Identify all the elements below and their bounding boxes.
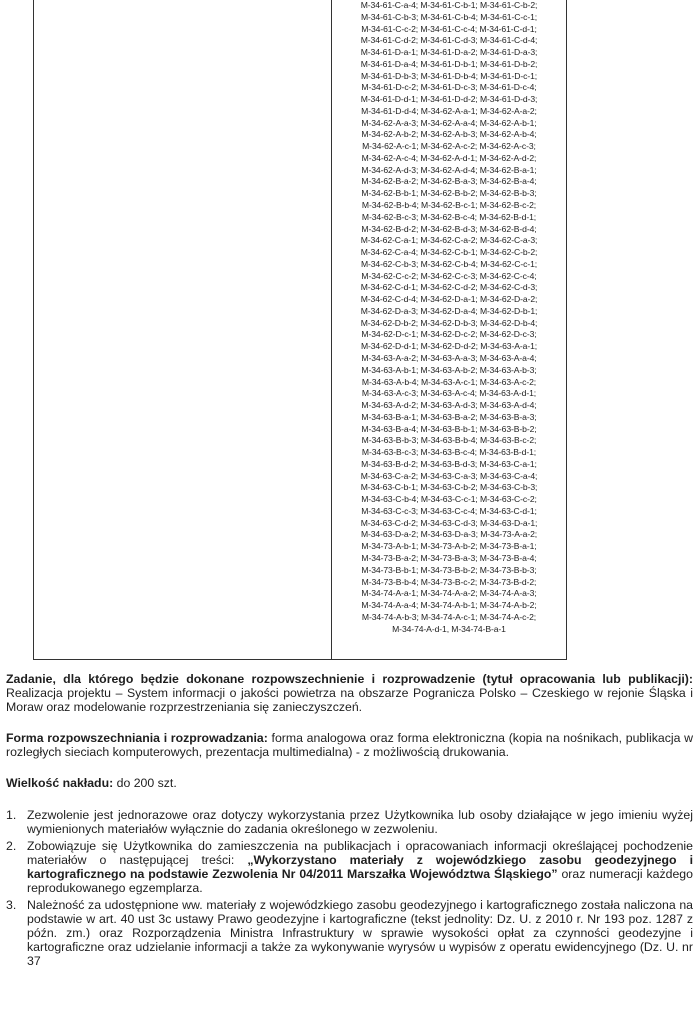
sheet-code-line: M-34-62-C-a-4; M-34-62-C-b-1; M-34-62-C-b-2; bbox=[360, 247, 538, 258]
clause-number: 2. bbox=[6, 839, 17, 853]
sheet-code-line: M-34-74-A-b-3; M-34-74-A-c-1; M-34-74-A-c-2; bbox=[361, 611, 537, 622]
sheet-code-line: M-34-63-B-c-3; M-34-63-B-c-4; M-34-63-B-d-1; bbox=[361, 447, 537, 458]
sheet-code-line: M-34-62-B-a-2; M-34-62-B-a-3; M-34-62-B-a-4; bbox=[361, 176, 537, 187]
task-text: Realizacja projektu – System informacji o jakości powietrza na obszarze Pogranicza Polsko – Czeskiego w rejonie Śląska i Moraw oraz modelowanie rozprzestrzeniania się zanieczyszczeń. bbox=[6, 686, 693, 714]
document-body bbox=[6, 672, 693, 971]
sheet-code-line: M-34-61-C-b-3; M-34-61-C-b-4; M-34-61-C-c-1; bbox=[360, 11, 538, 22]
sheet-code-line: M-34-62-B-d-2; M-34-62-B-d-3; M-34-62-B-d-4; bbox=[361, 223, 537, 234]
sheet-code-line: M-34-63-A-b-4; M-34-63-A-c-1; M-34-63-A-c-2; bbox=[361, 376, 537, 387]
form-text: forma analogowa oraz forma elektroniczna (kopia na nośnikach, publikacja w rozległych sieciach komputerowych, prezentacja multimedialna) - z możliwością drukowania. bbox=[6, 731, 693, 759]
sheet-code-line: M-34-62-C-d-4; M-34-62-D-a-1; M-34-62-D-a-2; bbox=[360, 294, 538, 305]
clause-item bbox=[6, 808, 693, 836]
sheet-code-line: M-34-62-D-b-2; M-34-62-D-b-3; M-34-62-D-b-4; bbox=[360, 317, 538, 328]
sheet-code-line: M-34-61-D-d-1; M-34-61-D-d-2; M-34-61-D-d-3; bbox=[360, 94, 538, 105]
sheet-code-line: M-34-73-B-a-2; M-34-73-B-a-3; M-34-73-B-a-4; bbox=[361, 552, 537, 563]
sheet-code-line: M-34-63-B-a-1; M-34-63-B-a-2; M-34-63-B-a-3; bbox=[361, 411, 537, 422]
sheet-code-line: M-34-62-C-d-1; M-34-62-C-d-2; M-34-62-C-d-3; bbox=[360, 282, 538, 293]
sheet-code-line: M-34-63-A-a-2; M-34-63-A-a-3; M-34-63-A-a-4; bbox=[361, 352, 537, 363]
sheet-code-line: M-34-62-D-c-1; M-34-62-D-c-2; M-34-62-D-c-3; bbox=[361, 329, 537, 340]
table-border-bottom bbox=[33, 659, 567, 660]
sheet-code-line: M-34-63-B-a-4; M-34-63-B-b-1; M-34-63-B-b-2; bbox=[361, 423, 537, 434]
clause-item bbox=[6, 898, 693, 968]
sheet-code-line: M-34-61-D-c-2; M-34-61-D-c-3; M-34-61-D-c-4; bbox=[361, 82, 537, 93]
sheet-code-line: M-34-63-D-a-2; M-34-63-D-a-3; M-34-73-A-a-2; bbox=[360, 529, 538, 540]
form-label: Forma rozpowszechniania i rozprowadzania: bbox=[6, 731, 268, 745]
sheet-code-line: M-34-61-D-d-4; M-34-62-A-a-1; M-34-62-A-a-2; bbox=[361, 105, 537, 116]
sheet-code-line: M-34-63-C-a-2; M-34-63-C-a-3; M-34-63-C-a-4; bbox=[360, 470, 538, 481]
sheet-code-line: M-34-63-B-d-2; M-34-63-B-d-3; M-34-63-C-a-1; bbox=[361, 458, 537, 469]
clause-text: Zobowiązuje się Użytkownika do zamieszczenia na publikacjach i opracowaniach informacji określającej pochodzenie materiałów o następującej treści: bbox=[27, 839, 693, 867]
sheet-code-line: M-34-63-C-b-4; M-34-63-C-c-1; M-34-63-C-c-2; bbox=[361, 494, 537, 505]
sheet-code-line: M-34-74-A-a-1; M-34-74-A-a-2; M-34-74-A-a-3; bbox=[361, 588, 537, 599]
task-paragraph bbox=[6, 672, 693, 714]
attribution-quote: „Wykorzystano materiały z wojewódzkiego zasobu geodezyjnego i kartograficznego na podstawie Zezwolenia Nr 04/2011 Marszałka Województwa Śląskiego” bbox=[27, 853, 693, 881]
sheet-code-line: M-34-73-B-b-1; M-34-73-B-b-2; M-34-73-B-b-3; bbox=[361, 564, 537, 575]
sheet-code-line: M-34-62-B-b-1; M-34-62-B-b-2; M-34-62-B-b-3; bbox=[361, 188, 537, 199]
clause-number: 1. bbox=[6, 808, 17, 822]
sheet-code-line: M-34-62-A-b-2; M-34-62-A-b-3; M-34-62-A-b-4; bbox=[361, 129, 537, 140]
sheet-code-line: M-34-62-D-a-3; M-34-62-D-a-4; M-34-62-D-b-1; bbox=[360, 305, 538, 316]
sheet-code-line: M-34-74-A-d-1, M-34-74-B-a-1 bbox=[392, 623, 506, 634]
sheet-code-line: M-34-61-C-c-2; M-34-61-C-c-4; M-34-61-C-d-1; bbox=[361, 23, 537, 34]
sheet-code-list bbox=[334, 0, 564, 635]
clause-text: Należność za udostępnione ww. materiały z wojewódzkiego zasobu geodezyjnego i kartograficznego została naliczona na podstawie w art. 40 ust 3c ustawy Prawo geodezyjne i kartograficzne (tekst jednolity: Dz. U. z 2010 r. Nr 193 poz. 1287 z późn. zm.) oraz Rozporządzenia Ministra Infrastruktury w sprawie wysokości opłat za czynności geodezyjne i kartograficzne oraz udzielanie informacji a także za wykonywanie wyrysów u wypisów z operatu ewidencyjnego (Dz. U. nr 37 bbox=[27, 898, 693, 968]
sheet-code-line: M-34-61-C-d-2; M-34-61-C-d-3; M-34-61-C-d-4; bbox=[360, 35, 538, 46]
sheet-code-line: M-34-63-C-d-2; M-34-63-C-d-3; M-34-63-D-a-1; bbox=[360, 517, 538, 528]
table-border-left bbox=[33, 0, 34, 660]
form-paragraph bbox=[6, 731, 693, 759]
sheet-code-line: M-34-62-A-c-4; M-34-62-A-d-1; M-34-62-A-d-2; bbox=[361, 152, 537, 163]
sheet-code-line: M-34-61-D-b-3; M-34-61-D-b-4; M-34-61-D-c-1; bbox=[360, 70, 538, 81]
edition-text: do 200 szt. bbox=[116, 776, 177, 790]
sheet-code-line: M-34-62-C-c-2; M-34-62-C-c-3; M-34-62-C-c-4; bbox=[361, 270, 537, 281]
sheet-code-line: M-34-62-B-c-3; M-34-62-B-c-4; M-34-62-B-d-1; bbox=[361, 211, 537, 222]
sheet-code-line: M-34-62-C-b-3; M-34-62-C-b-4; M-34-62-C-c-1; bbox=[360, 258, 538, 269]
edition-paragraph bbox=[6, 776, 693, 790]
sheet-code-line: M-34-62-C-a-1; M-34-62-C-a-2; M-34-62-C-a-3; bbox=[360, 235, 538, 246]
clause-text: Zezwolenie jest jednorazowe oraz dotyczy wykorzystania przez Użytkownika lub osoby działające w jego imieniu wyżej wymienionych materiałów wyłącznie do zadania określonego w zezwoleniu. bbox=[27, 808, 693, 836]
sheet-code-line: M-34-62-D-d-1; M-34-62-D-d-2; M-34-63-A-a-1; bbox=[360, 341, 538, 352]
sheet-code-line: M-34-62-B-b-4; M-34-62-B-c-1; M-34-62-B-c-2; bbox=[361, 200, 537, 211]
sheet-code-line: M-34-63-B-b-3; M-34-63-B-b-4; M-34-63-B-c-2; bbox=[361, 435, 537, 446]
sheet-code-line: M-34-61-C-a-4; M-34-61-C-b-1; M-34-61-C-b-2; bbox=[360, 0, 538, 10]
sheet-code-line: M-34-62-A-d-3; M-34-62-A-d-4; M-34-62-B-a-1; bbox=[361, 164, 537, 175]
edition-label: Wielkość nakładu: bbox=[6, 776, 114, 790]
clause-number: 3. bbox=[6, 898, 17, 912]
table-border-middle bbox=[331, 0, 332, 660]
sheet-code-line: M-34-62-A-a-3; M-34-62-A-a-4; M-34-62-A-b-1; bbox=[361, 117, 537, 128]
clause-text-tail: oraz numeracji każdego reprodukowanego egzemplarza. bbox=[27, 867, 693, 895]
sheet-code-line: M-34-63-A-c-3; M-34-63-A-c-4; M-34-63-A-d-1; bbox=[361, 388, 537, 399]
sheet-code-line: M-34-73-B-b-4; M-34-73-B-c-2; M-34-73-B-d-2; bbox=[361, 576, 537, 587]
clause-list bbox=[6, 808, 693, 968]
sheet-code-line: M-34-63-A-b-1; M-34-63-A-b-2; M-34-63-A-b-3; bbox=[361, 364, 537, 375]
sheet-code-line: M-34-63-C-b-1; M-34-63-C-b-2; M-34-63-C-b-3; bbox=[360, 482, 538, 493]
clause-item bbox=[6, 839, 693, 895]
sheet-code-line: M-34-62-A-c-1; M-34-62-A-c-2; M-34-62-A-c-3; bbox=[362, 141, 536, 152]
sheet-code-line: M-34-74-A-a-4; M-34-74-A-b-1; M-34-74-A-b-2; bbox=[361, 600, 537, 611]
sheet-code-line: M-34-63-C-c-3; M-34-63-C-c-4; M-34-63-C-d-1; bbox=[361, 505, 537, 516]
sheet-code-line: M-34-61-D-a-4; M-34-61-D-b-1; M-34-61-D-b-2; bbox=[360, 58, 538, 69]
sheet-code-line: M-34-61-D-a-1; M-34-61-D-a-2; M-34-61-D-a-3; bbox=[360, 47, 538, 58]
table-border-right bbox=[566, 0, 567, 660]
sheet-code-line: M-34-63-A-d-2; M-34-63-A-d-3; M-34-63-A-d-4; bbox=[361, 400, 537, 411]
task-label: Zadanie, dla którego będzie dokonane rozpowszechnienie i rozprowadzenie (tytuł opracowania lub publikacji): bbox=[6, 672, 693, 686]
sheet-code-line: M-34-73-A-b-1; M-34-73-A-b-2; M-34-73-B-a-1; bbox=[361, 541, 537, 552]
